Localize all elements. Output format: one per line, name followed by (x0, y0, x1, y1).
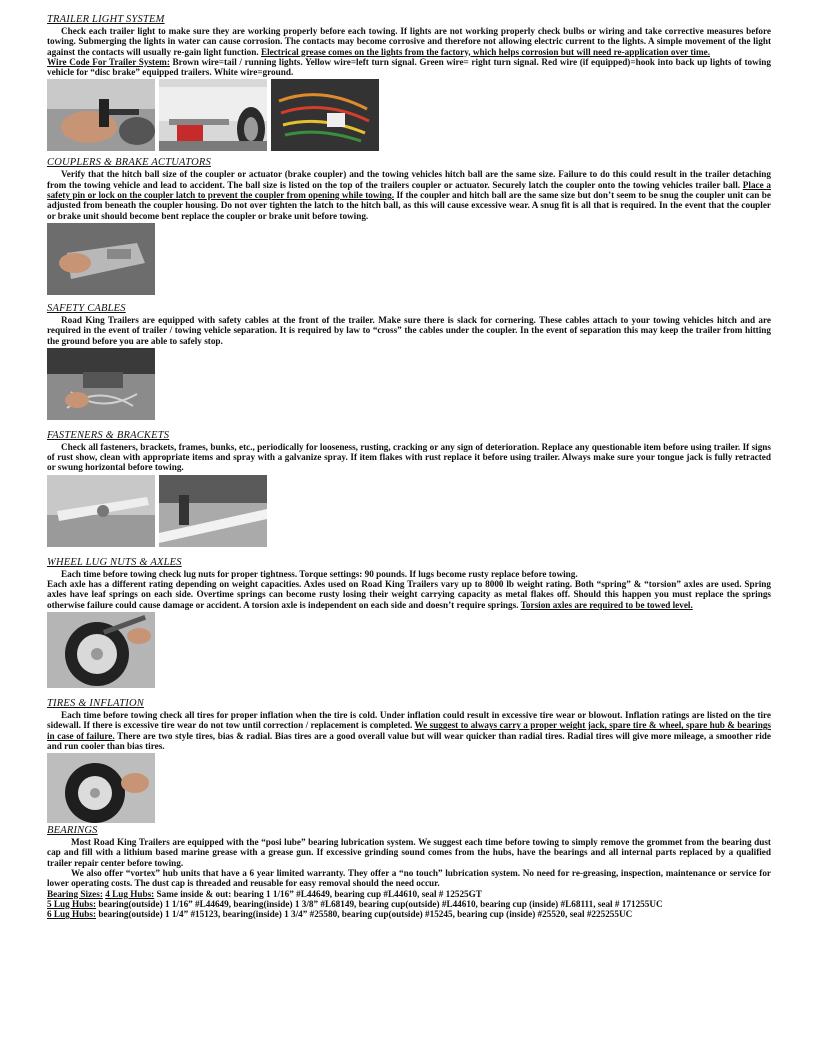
section-fasteners (47, 430, 771, 547)
section-heading-couplers: COUPLERS & BRAKE ACTUATORS (47, 157, 211, 169)
photo-row-safety-cables (47, 348, 771, 420)
bearing-sizes-5-lug: 5 Lug Hubs: bearing(outside) 1 1/16” #L44649, bearing(inside) 1 3/8” #L68149, bearing cup(outside) #L44610, bearing cup (inside) #L68111, seal # 171255UC (47, 898, 663, 909)
paragraph-tires: Each time before towing check all tires for proper inflation when the tire is cold. Under inflation could result in excessive tire wear or blowout. Inflation ratings are listed on the tire sidewall. If there is excessive tire wear do not tow until correction / replacement is completed. We suggest to always carry a proper weight jack, spare tire & wheel, spare hub & bearings in case of failure. There are two style tires, bias & radial. Bias tires are a good overall value but will wear quicker than radial tires. Radial tires will give more mileage, a smoother ride and run cooler than bias tires. (47, 709, 771, 751)
photo-row-fasteners (47, 475, 771, 547)
hand-with-plug-photo (47, 79, 155, 151)
photo-row-trailer-light (47, 79, 771, 151)
paragraph-wire-code: Wire Code For Trailer System: Brown wire=tail / running lights. Yellow wire=left turn signal. Green wire= right turn signal. Red wire (if equipped)=hook into back up lights of towing vehicle for “disc brake” equipped trailers. White wire=ground. (47, 56, 771, 78)
section-heading-bearings: BEARINGS (47, 825, 98, 837)
tongue-jack-photo (159, 475, 267, 547)
photo-row-tires (47, 753, 771, 823)
section-heading-tires: TIRES & INFLATION (47, 697, 144, 709)
paragraph-fasteners: Check all fasteners, brackets, frames, bunks, etc., periodically for looseness, rusting, cracking or any sign of deterioration. Replace any questionable item before using trailer. If signs of rust show, clean with appropriate items and spray with a galvanize spray. If item flakes with rust replace it before using trailer. Always make sure your tongue jack is fully retracted or swung horizontal before towing. (47, 441, 771, 473)
section-tires (47, 698, 771, 823)
section-heading-trailer-light: TRAILER LIGHT SYSTEM (47, 14, 165, 25)
document-page (47, 14, 771, 920)
section-heading-lug-nuts: WHEEL LUG NUTS & AXLES (47, 556, 182, 568)
section-safety-cables (47, 303, 771, 420)
trailer-light-photo (159, 79, 267, 151)
bracket-photo (47, 475, 155, 547)
bearing-sizes-4-lug: Bearing Sizes: 4 Lug Hubs: Same inside & out: bearing 1 1/16” #L44649, bearing cup #L44610, seal # 12525GT (47, 888, 482, 899)
bearing-sizes-6-lug: 6 Lug Hubs: bearing(outside) 1 1/4” #15123, bearing(inside) 1 3/4” #25580, bearing cup(outside) #15245, bearing cup (inside) #25520, seal #225255UC (47, 909, 633, 920)
photo-row-couplers (47, 223, 771, 295)
paragraph-safety-cables: Road King Trailers are equipped with safety cables at the front of the trailer. Make sure there is slack for cornering. These cables attach to your towing vehicles hitch and are required in the event of trailer / towing vehicle separation. It is required by law to “cross” the cables under the coupler. In the event of separation this may keep the trailer from hitting the ground before you are able to safely stop. (47, 314, 771, 346)
section-heading-fasteners: FASTENERS & BRACKETS (47, 429, 170, 441)
section-couplers (47, 157, 771, 294)
paragraph-bearings-2: We also offer “vortex” hub units that have a 6 year limited warranty. They offer a “no touch” lubrication system. No need for re-greasing, inspection, maintenance or service for lower operating costs. The dust cap is threaded and reusable for easy removal should the need occur. (47, 868, 771, 889)
section-lug-nuts (47, 557, 771, 688)
paragraph-couplers: Verify that the hitch ball size of the coupler or actuator (brake coupler) and the towing vehicles hitch ball are the same size. Failure to do this could result in the trailer detaching from the towing vehicle and lead to accident. The ball size is listed on the top of the trailers coupler or actuator. Securely latch the coupler onto the towing vehicles trailer ball. Place a safety pin or lock on the coupler latch to prevent the coupler from opening while towing. If the coupler and hitch ball are the same size but don’t seem to be snug the coupler unit can be adjusted from beneath the coupler housing. Do not over tighten the latch to the hitch ball, as this will cause excessive wear. A snug fit is all that is required. In the event that the coupler or brake unit should become bent replace the coupler or brake unit before towing. (47, 169, 771, 221)
paragraph-bearings-1: Most Road King Trailers are equipped with the “posi lube” bearing lubrication system. We suggest each time before towing to simply remove the grommet from the bearing dust cap and fill with a lithium based marine grease with a grease gun. If excessive grinding sound comes from the hubs, have the bearings and all internal parts replaced by a qualified trailer repair center before towing. (47, 837, 771, 868)
paragraph-lug-nuts-1: Each time before towing check lug nuts for proper tightness. Torque settings: 90 pounds. If lugs become rusty replace before towing. (61, 568, 578, 579)
lug-wrench-photo (47, 612, 155, 688)
photo-row-lug-nuts (47, 612, 771, 688)
paragraph-trailer-light: Check each trailer light to make sure they are working properly before each towing. If lights are not working properly check bulbs or wiring and take corrective measures before towing. Submerging the lights in water can cause corrosion. The contacts may become corrosive and therefore not allowing electric current to the lights. A simple movement of the light against the contacts will usually re-gain light function. Electrical grease comes on the lights from the factory, which helps corrosion but will need re-application over time. (47, 26, 771, 57)
safety-cables-photo (47, 348, 155, 420)
section-trailer-light (47, 14, 771, 151)
section-bearings (47, 825, 771, 919)
section-heading-safety-cables: SAFETY CABLES (47, 302, 126, 314)
paragraph-lug-nuts-2: Each axle has a different rating depending on weight capacities. Axles used on Road King Trailers vary up to 8000 lb weight rating. Both “spring” & “torsion” axles are used. Spring axles have leaf springs on each side. Overtime springs can become rusty losing their weight carrying capacity as metal flakes off. Should this happen you must replace the springs otherwise failure could cause damage or accident. A torsion axle is independent on each side and doesn’t require springs. Torsion axles are required to be towed level. (47, 579, 771, 610)
coupler-photo (47, 223, 155, 295)
wiring-harness-photo (271, 79, 379, 151)
tire-gauge-photo (47, 753, 155, 823)
